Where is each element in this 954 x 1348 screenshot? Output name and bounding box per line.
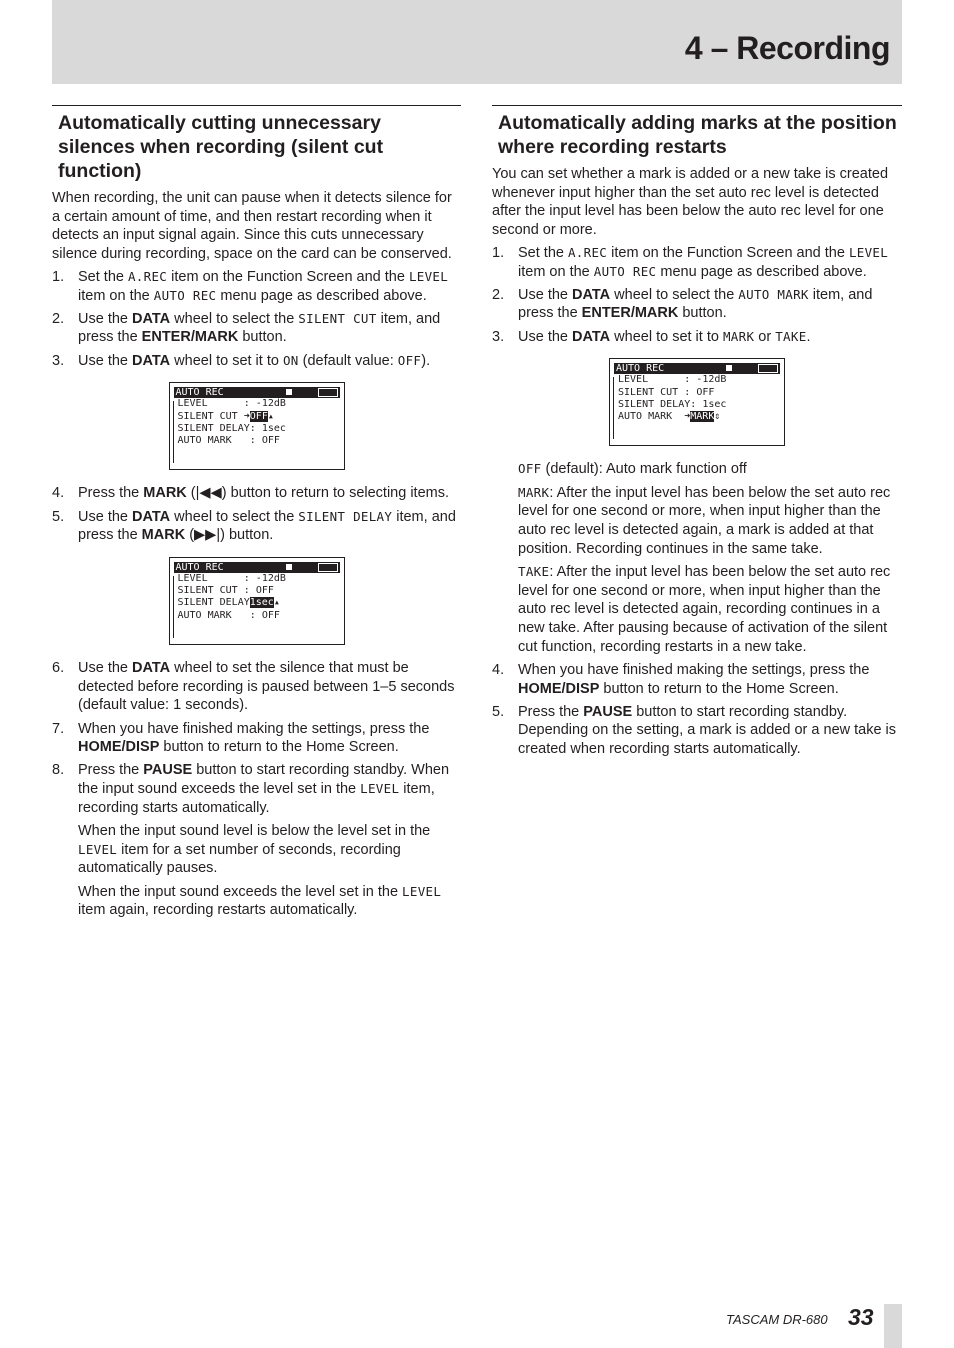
lcd-scrollbar (173, 401, 174, 463)
lcd-row: SILENT DELAY1sec▴ (177, 597, 280, 609)
step-item: 3. Use the DATA wheel to set it to MARK or TAKE. (492, 328, 811, 345)
step-item: 1. Set the A.REC item on the Function Screen and the LEVEL item on the AUTO REC menu page as described above. (492, 244, 889, 280)
page-edge-tab (884, 1304, 902, 1348)
chapter-title: 4 – Recording (684, 30, 890, 66)
lcd-screenshot-silent-cut (52, 382, 461, 470)
intro-paragraph: You can set whether a mark is added or a new take is created whenever input higher than the set auto rec level is detected after the input level has been below the auto rec level for one second or more. (492, 166, 889, 239)
page-number: 33 (848, 1304, 874, 1330)
section-heading-auto-mark: Automatically adding marks at the position where recording restarts (498, 112, 897, 158)
record-indicator-icon (726, 365, 732, 371)
step-continuation: When the input sound exceeds the level set in the LEVEL item again, recording restarts automatically. (78, 883, 442, 919)
step-item: 6. Use the DATA wheel to set the silence that must be detected before recording is paused between 1–5 seconds (default value: 1 seconds). (52, 659, 455, 714)
step-item: 5. Press the PAUSE button to start recording standby. Depending on the setting, a mark is added or a new take is created when recording starts automatically. (492, 703, 897, 758)
skip-forward-icon: ▶▶| (194, 527, 221, 544)
lcd-scrollbar (173, 576, 174, 638)
section-heading-silent-cut: Automatically cutting unnecessary silences when recording (silent cut function) (58, 112, 384, 182)
record-indicator-icon (286, 389, 292, 395)
lcd-rows (178, 398, 344, 447)
lcd-row: LEVEL : -12dB (618, 374, 727, 386)
lcd-row: LEVEL : -12dB (177, 572, 286, 584)
steps-list (52, 268, 461, 371)
steps-list (492, 244, 902, 347)
lcd-row: SILENT CUT : OFF (618, 386, 715, 398)
battery-icon (318, 563, 338, 572)
battery-icon (318, 388, 338, 397)
lcd-row: SILENT DELAY: 1sec (618, 398, 727, 410)
lcd-screenshot-silent-delay (52, 557, 461, 645)
lcd-title-bar: AUTO REC (174, 562, 340, 573)
mode-description: TAKE: After the input level has been below the set auto rec level for one second or more, when input higher than the auto rec level is detected again, recording continues in a new take. After pausing because of activation of the silent cut function, recording restarts in a new take. (518, 563, 891, 655)
step-item: 8. Press the PAUSE button to start recording standby. When the input sound exceeds the level set in the LEVEL item, recording starts automatically. (52, 762, 450, 816)
step-item: 4. Press the MARK (|◀◀) button to return to selecting items. (52, 485, 449, 502)
lcd-title-bar: AUTO REC (174, 387, 340, 398)
lcd-title-bar: AUTO REC (614, 363, 780, 374)
chapter-header (52, 0, 902, 84)
lcd-row: AUTO MARK ➜MARK⇕ (618, 410, 721, 422)
right-column (492, 105, 902, 763)
steps-list (492, 661, 902, 759)
battery-icon (758, 364, 778, 373)
lcd-row: SILENT CUT ➜OFF▴ (177, 410, 274, 422)
arrow-icon: ➜ (243, 410, 250, 422)
left-column (52, 105, 461, 925)
lcd-rows (618, 374, 784, 423)
step-item: 2. Use the DATA wheel to select the SILENT CUT item, and press the ENTER/MARK button. (52, 310, 441, 346)
steps-list (52, 484, 461, 545)
lcd-row: SILENT CUT : OFF (177, 585, 274, 597)
step-item: 2. Use the DATA wheel to select the AUTO MARK item, and press the ENTER/MARK button. (492, 286, 873, 322)
lcd-row: AUTO MARK : OFF (177, 609, 280, 621)
lcd-screen (609, 358, 785, 446)
intro-paragraph: When recording, the unit can pause when it detects silence for a certain amount of time, and then restart recording when it detects an input signal again. Since this cuts unnecessary silence during recording, space on the card can be conserved. (52, 190, 452, 263)
lcd-scrollbar (613, 377, 614, 439)
mode-description: MARK: After the input level has been below the set auto rec level for one second or more, when input higher than the auto rec level is detected again, a mark is added at that position. Recording continues in the same take. (518, 484, 891, 557)
arrow-icon: ➜ (684, 410, 691, 422)
steps-list (52, 659, 461, 818)
step-continuation: When the input sound level is below the level set in the LEVEL item for a set number of seconds, recording automatically pauses. (78, 823, 431, 877)
lcd-row: AUTO MARK : OFF (177, 434, 280, 446)
lcd-rows (178, 573, 344, 622)
footer-brand: TASCAM DR-680 (726, 1312, 828, 1327)
step-item: 4. When you have finished making the settings, press the HOME/DISP button to return to the Home Screen. (492, 661, 870, 697)
step-item: 5. Use the DATA wheel to select the SILENT DELAY item, and press the MARK (▶▶|) button. (52, 508, 456, 544)
lcd-row: LEVEL : -12dB (177, 398, 286, 410)
lcd-screen (169, 557, 345, 645)
lcd-screenshot-auto-mark (492, 358, 902, 446)
mode-description: OFF (default): Auto mark function off (518, 461, 747, 478)
section-divider (52, 105, 461, 106)
step-item: 1. Set the A.REC item on the Function Screen and the LEVEL item on the AUTO REC menu page as described above. (52, 268, 449, 304)
section-divider (492, 105, 902, 106)
lcd-screen (169, 382, 345, 470)
step-item: 3. Use the DATA wheel to set it to ON (default value: OFF). (52, 352, 431, 369)
skip-back-icon: |◀◀ (195, 485, 222, 502)
step-item: 7. When you have finished making the settings, press the HOME/DISP button to return to the Home Screen. (52, 720, 430, 756)
lcd-row: SILENT DELAY: 1sec (177, 422, 286, 434)
record-indicator-icon (286, 564, 292, 570)
